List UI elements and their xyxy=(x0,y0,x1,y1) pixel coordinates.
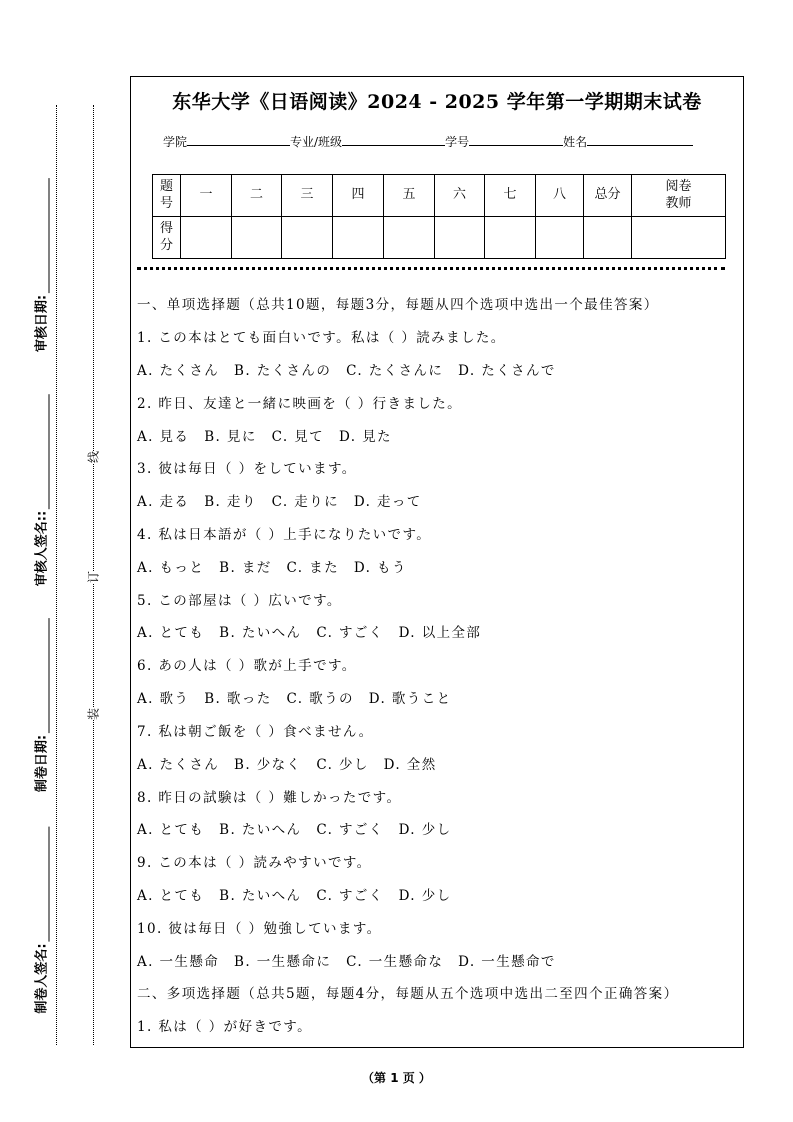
question-9: 9. この本は（ ）読みやすいです。 xyxy=(137,855,372,871)
college-label: 学院 xyxy=(163,135,188,149)
bind-char-staple: 订 xyxy=(83,571,104,583)
section-2-heading: 二、多项选择题（总共5题，每题4分，每题从五个选项中选出二至四个正确答案） xyxy=(137,986,679,1002)
setter-signature-field[interactable] xyxy=(49,826,50,941)
major-field[interactable] xyxy=(342,133,445,146)
question-4-options: A. もっと B. まだ C. また D. もう xyxy=(137,560,407,576)
score-cell-4[interactable] xyxy=(333,217,384,259)
score-cell-5[interactable] xyxy=(384,217,435,259)
review-date-field[interactable] xyxy=(49,178,50,293)
score-label: 得 分 xyxy=(153,217,181,259)
question-2: 2. 昨日、友達と一緒に映画を（ ）行きました。 xyxy=(137,396,463,412)
question-7: 7. 私は朝ご飯を（ ）食べません。 xyxy=(137,724,374,740)
col-3: 三 xyxy=(282,175,333,217)
col-1: 一 xyxy=(181,175,232,217)
question-7-options: A. たくさん B. 少なく C. 少し D. 全然 xyxy=(137,757,437,773)
section-2-question-1: 1. 私は（ ）が好きです。 xyxy=(137,1019,312,1035)
col-8: 八 xyxy=(536,175,584,217)
binding-line-left xyxy=(56,105,57,1045)
question-6: 6. あの人は（ ）歌が上手です。 xyxy=(137,658,357,674)
reviewer-signature-field[interactable] xyxy=(49,394,50,509)
col-total: 总分 xyxy=(584,175,632,217)
score-cell-6[interactable] xyxy=(435,217,485,259)
question-1: 1. この本はとても面白いです。私は（ ）読みました。 xyxy=(137,330,506,346)
score-cell-reviewer[interactable] xyxy=(632,217,726,259)
question-8-options: A. とても B. たいへん C. すごく D. 少し xyxy=(137,822,452,838)
question-6-options: A. 歌う B. 歌った C. 歌うの D. 歌うこと xyxy=(137,691,452,707)
score-table-score-row xyxy=(153,217,726,259)
bind-char-bind: 装 xyxy=(83,708,104,720)
question-3-options: A. 走る B. 走り C. 走りに D. 走って xyxy=(137,494,422,510)
setter-signature-label xyxy=(31,826,50,1013)
name-field[interactable] xyxy=(587,133,693,146)
question-4: 4. 私は日本語が（ ）上手になりたいです。 xyxy=(137,527,432,543)
question-3: 3. 彼は毎日（ ）をしています。 xyxy=(137,461,357,477)
question-10: 10. 彼は毎日（ ）勉強しています。 xyxy=(137,921,382,937)
student-id-field[interactable] xyxy=(469,133,563,146)
question-8: 8. 昨日の試験は（ ）難しかったです。 xyxy=(137,790,402,806)
col-4: 四 xyxy=(333,175,384,217)
dotted-separator xyxy=(137,267,725,270)
score-cell-7[interactable] xyxy=(485,217,536,259)
exam-title: 东华大学《日语阅读》2024 - 2025 学年第一学期期末试卷 xyxy=(172,91,702,113)
page-number: （第 1 页 ） xyxy=(362,1071,431,1085)
question-10-options: A. 一生懸命 B. 一生懸命に C. 一生懸命な D. 一生懸命で xyxy=(137,954,556,970)
review-date-label xyxy=(31,178,50,352)
question-1-options: A. たくさん B. たくさんの C. たくさんに D. たくさんで xyxy=(137,363,556,379)
student-id-label: 学号 xyxy=(445,135,470,149)
score-table xyxy=(152,174,726,259)
question-9-options: A. とても B. たいへん C. すごく D. 少し xyxy=(137,888,452,904)
name-label: 姓名 xyxy=(563,135,588,149)
col-reviewer: 阅卷 教师 xyxy=(632,175,726,217)
setting-date-field[interactable] xyxy=(49,618,50,733)
exam-frame xyxy=(130,76,744,1048)
col-5: 五 xyxy=(384,175,435,217)
setting-date-label xyxy=(31,618,50,792)
score-cell-3[interactable] xyxy=(282,217,333,259)
score-cell-1[interactable] xyxy=(181,217,232,259)
question-5: 5. この部屋は（ ）広いです。 xyxy=(137,593,342,609)
score-table-header-row xyxy=(153,175,726,217)
reviewer-signature-label xyxy=(31,394,50,586)
section-1-heading: 一、单项选择题（总共10题，每题3分，每题从四个选项中选出一个最佳答案） xyxy=(137,297,659,313)
college-field[interactable] xyxy=(187,133,290,146)
score-cell-2[interactable] xyxy=(232,217,282,259)
reviewer-signature-text: 审核人签名:: xyxy=(34,510,50,587)
major-label: 专业/班级 xyxy=(290,135,343,149)
review-date-text: 审核日期: xyxy=(34,294,50,353)
question-5-options: A. とても B. たいへん C. すごく D. 以上全部 xyxy=(137,625,482,641)
score-cell-8[interactable] xyxy=(536,217,584,259)
question-2-options: A. 見る B. 見に C. 見て D. 見た xyxy=(137,429,392,445)
score-cell-total[interactable] xyxy=(584,217,632,259)
bind-char-line: 线 xyxy=(83,451,104,463)
col-2: 二 xyxy=(232,175,282,217)
setting-date-text: 制卷日期: xyxy=(34,734,50,793)
setter-signature-text: 制卷人签名: xyxy=(34,943,50,1014)
col-6: 六 xyxy=(435,175,485,217)
student-info-row xyxy=(163,133,693,150)
col-7: 七 xyxy=(485,175,536,217)
question-number-label: 题 号 xyxy=(153,175,181,217)
